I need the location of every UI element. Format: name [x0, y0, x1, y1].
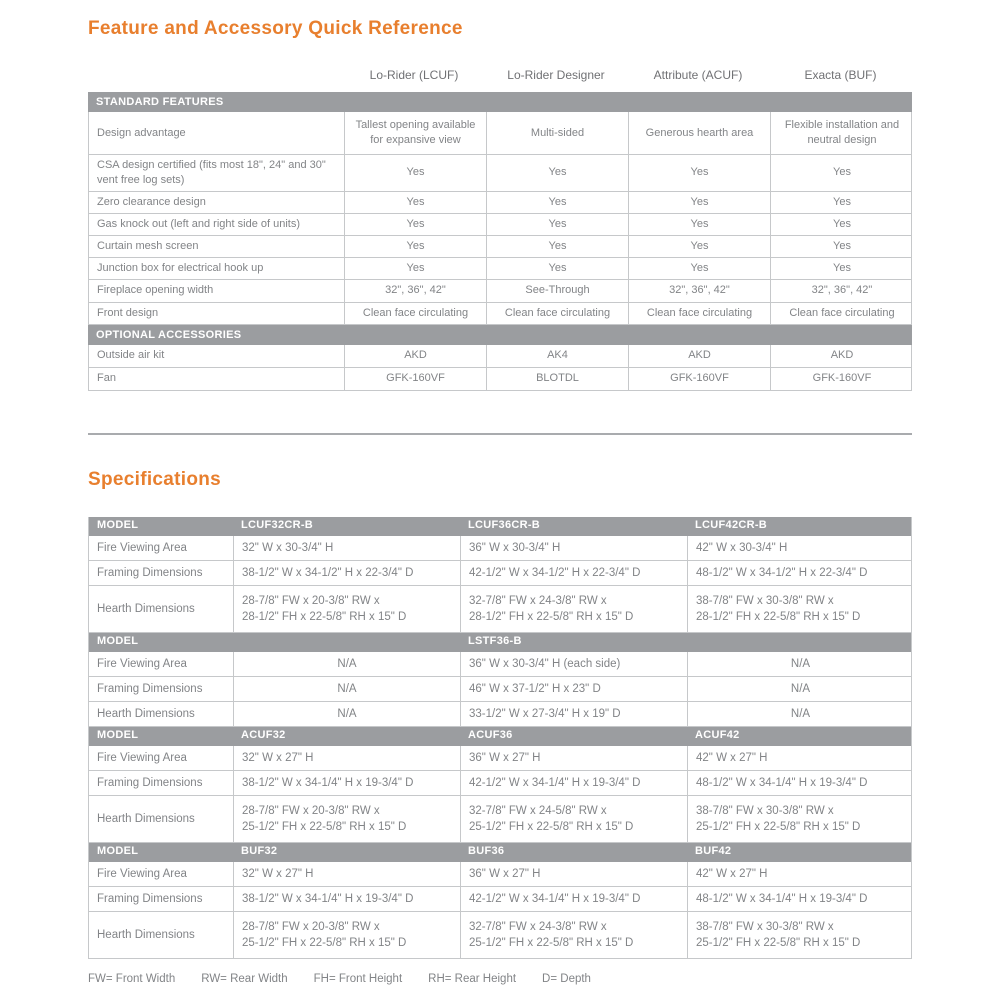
table-row — [89, 561, 911, 586]
spec-value-line: 32-7/8" FW x 24-5/8" RW x — [469, 804, 607, 817]
feature-value: Clean face circulating — [344, 303, 486, 324]
feature-value: 32", 36", 42" — [344, 280, 486, 302]
table-row — [89, 677, 911, 702]
spec-row-label: Hearth Dimensions — [97, 928, 195, 941]
column-header-lo-rider: Lo-Rider (LCUF) — [369, 68, 459, 82]
feature-value: Clean face circulating — [770, 303, 913, 324]
spec-row-label: Hearth Dimensions — [97, 707, 195, 720]
table-row — [89, 796, 911, 843]
model-label: MODEL — [97, 635, 139, 648]
table-row — [89, 912, 911, 959]
table-row — [89, 303, 911, 325]
table-row — [89, 652, 911, 677]
legend-item-front-width: FW= Front Width — [88, 972, 176, 985]
table-row — [89, 280, 911, 303]
feature-value: AKD — [344, 345, 486, 367]
feature-value: GFK-160VF — [770, 368, 913, 390]
feature-value: Yes — [628, 155, 770, 191]
feature-value: Clean face circulating — [628, 303, 770, 324]
spec-value: 46" W x 37-1/2" H x 23" D — [460, 677, 687, 701]
spec-value: N/A — [687, 702, 913, 726]
table-row — [89, 536, 911, 561]
model-label: MODEL — [97, 519, 139, 532]
spec-value: 38-1/2" W x 34-1/4" H x 19-3/4" D — [233, 771, 460, 795]
spec-value-line: 38-7/8" FW x 30-3/8" RW x — [696, 920, 834, 933]
spec-value-line: 32-7/8" FW x 24-3/8" RW x — [469, 594, 607, 607]
spec-value: N/A — [233, 702, 460, 726]
feature-label: Fireplace opening width — [97, 284, 214, 297]
optional-accessories-band: OPTIONAL ACCESSORIES — [88, 325, 912, 345]
spec-row-label: Fire Viewing Area — [97, 657, 187, 670]
spec-value — [460, 586, 687, 632]
feature-value: Yes — [628, 258, 770, 279]
quick-reference-title: Feature and Accessory Quick Reference — [88, 18, 463, 39]
spec-value — [460, 796, 687, 842]
legend-item-rear-width: RW= Rear Width — [201, 972, 288, 985]
spec-value — [687, 586, 913, 632]
feature-value: Yes — [486, 236, 628, 257]
spec-row-label: Fire Viewing Area — [97, 541, 187, 554]
feature-label: Junction box for electrical hook up — [97, 261, 264, 274]
feature-value: Tallest opening available for expansive view — [344, 112, 486, 154]
spec-value-line: 28-7/8" FW x 20-3/8" RW x — [242, 804, 380, 817]
spec-row-label: Fire Viewing Area — [97, 751, 187, 764]
spec-row-label: Hearth Dimensions — [97, 812, 195, 825]
model-band — [89, 843, 911, 862]
feature-label: Design advantage — [97, 126, 186, 139]
table-row — [89, 155, 911, 192]
column-header-spacer — [88, 64, 343, 88]
spec-value-line: 38-7/8" FW x 30-3/8" RW x — [696, 804, 834, 817]
feature-value: Yes — [628, 214, 770, 235]
spec-row-label: Hearth Dimensions — [97, 602, 195, 615]
dimension-legend — [88, 973, 912, 985]
spec-value: 48-1/2" W x 34-1/2" H x 22-3/4" D — [687, 561, 913, 585]
feature-value: Yes — [770, 214, 913, 235]
spec-row-label: Fire Viewing Area — [97, 867, 187, 880]
model-name: ACUF36 — [468, 729, 513, 742]
feature-value: Generous hearth area — [628, 112, 770, 154]
table-row — [89, 258, 911, 280]
spec-value-line: 25-1/2" FH x 22-5/8" RH x 15" D — [696, 936, 861, 949]
spec-value: 48-1/2" W x 34-1/4" H x 19-3/4" D — [687, 771, 913, 795]
specifications-table — [88, 517, 912, 959]
legend-item-rear-height: RH= Rear Height — [428, 972, 517, 985]
spec-value: N/A — [687, 677, 913, 701]
feature-value: See-Through — [486, 280, 628, 302]
model-name: ACUF42 — [695, 729, 740, 742]
model-label: MODEL — [97, 729, 139, 742]
column-header-attribute: Attribute (ACUF) — [653, 68, 743, 82]
quick-reference-column-headers — [88, 64, 912, 88]
feature-value: AKD — [770, 345, 913, 367]
table-row — [89, 236, 911, 258]
spec-value: N/A — [233, 677, 460, 701]
feature-value: Yes — [628, 192, 770, 213]
specifications-title: Specifications — [88, 468, 222, 490]
feature-label: Gas knock out (left and right side of units) — [97, 217, 300, 230]
model-name: BUF32 — [241, 845, 278, 858]
spec-value — [233, 912, 460, 958]
feature-value: Yes — [628, 236, 770, 257]
spec-value-line: 28-7/8" FW x 20-3/8" RW x — [242, 920, 380, 933]
model-label: MODEL — [97, 845, 139, 858]
table-row — [89, 771, 911, 796]
spec-value: 42" W x 30-3/4" H — [687, 536, 913, 560]
feature-value: GFK-160VF — [628, 368, 770, 390]
spec-value: 36" W x 30-3/4" H (each side) — [460, 652, 687, 676]
quick-reference-table — [88, 64, 912, 391]
feature-value: Yes — [770, 236, 913, 257]
feature-value: Yes — [344, 236, 486, 257]
table-row — [89, 746, 911, 771]
feature-label: Fan — [97, 372, 116, 385]
feature-value: Multi-sided — [486, 112, 628, 154]
spec-row-label: Framing Dimensions — [97, 892, 203, 905]
table-row — [89, 586, 911, 633]
spec-value-line: 25-1/2" FH x 22-5/8" RH x 15" D — [696, 820, 861, 833]
feature-value: BLOTDL — [486, 368, 628, 390]
spec-value: 32" W x 27" H — [233, 862, 460, 886]
model-band — [89, 517, 911, 536]
spec-value: 36" W x 27" H — [460, 862, 687, 886]
feature-label: Outside air kit — [97, 349, 165, 362]
feature-value: Yes — [344, 192, 486, 213]
model-name: BUF36 — [468, 845, 505, 858]
feature-value: Yes — [770, 258, 913, 279]
spec-value — [460, 912, 687, 958]
table-row — [89, 702, 911, 727]
spec-value: N/A — [233, 652, 460, 676]
spec-value: 42-1/2" W x 34-1/4" H x 19-3/4" D — [460, 771, 687, 795]
feature-value: 32", 36", 42" — [770, 280, 913, 302]
table-row — [89, 192, 911, 214]
table-row — [89, 112, 911, 155]
legend-item-front-height: FH= Front Height — [313, 972, 403, 985]
model-name: LSTF36-B — [468, 635, 522, 648]
spec-value — [233, 796, 460, 842]
feature-value: Flexible installation and neutral design — [770, 112, 913, 154]
spec-value-line: 38-7/8" FW x 30-3/8" RW x — [696, 594, 834, 607]
feature-label: Front design — [97, 306, 159, 319]
model-name: ACUF32 — [241, 729, 286, 742]
standard-features-band: STANDARD FEATURES — [88, 92, 912, 112]
feature-value: Yes — [486, 155, 628, 191]
spec-value: 36" W x 30-3/4" H — [460, 536, 687, 560]
table-row — [89, 862, 911, 887]
spec-value: 33-1/2" W x 27-3/4" H x 19" D — [460, 702, 687, 726]
spec-value-line: 28-1/2" FH x 22-5/8" RH x 15" D — [469, 610, 634, 623]
spec-value-line: 25-1/2" FH x 22-5/8" RH x 15" D — [469, 820, 634, 833]
spec-value: 42-1/2" W x 34-1/2" H x 22-3/4" D — [460, 561, 687, 585]
spec-value: 42-1/2" W x 34-1/4" H x 19-3/4" D — [460, 887, 687, 911]
spec-value: 38-1/2" W x 34-1/2" H x 22-3/4" D — [233, 561, 460, 585]
feature-value: Yes — [486, 258, 628, 279]
spec-value-line: 28-1/2" FH x 22-5/8" RH x 15" D — [242, 610, 407, 623]
table-row — [89, 368, 911, 391]
spec-value — [687, 912, 913, 958]
spec-value-line: 25-1/2" FH x 22-5/8" RH x 15" D — [242, 820, 407, 833]
model-band — [89, 727, 911, 746]
spec-value: 38-1/2" W x 34-1/4" H x 19-3/4" D — [233, 887, 460, 911]
spec-value-line: 28-1/2" FH x 22-5/8" RH x 15" D — [696, 610, 861, 623]
spec-value: 32" W x 30-3/4" H — [233, 536, 460, 560]
feature-value: Yes — [344, 155, 486, 191]
table-row — [89, 887, 911, 912]
feature-label: CSA design certified (fits most 18", 24" and 30" vent free log sets) — [97, 159, 326, 186]
spec-value: N/A — [687, 652, 913, 676]
feature-value: Yes — [344, 258, 486, 279]
section-divider — [88, 433, 912, 435]
model-name: LCUF36CR-B — [468, 519, 541, 532]
feature-value: 32", 36", 42" — [628, 280, 770, 302]
spec-value-line: 28-7/8" FW x 20-3/8" RW x — [242, 594, 380, 607]
legend-item-depth: D= Depth — [542, 972, 591, 985]
spec-row-label: Framing Dimensions — [97, 776, 203, 789]
model-name: LCUF32CR-B — [241, 519, 314, 532]
spec-value: 48-1/2" W x 34-1/4" H x 19-3/4" D — [687, 887, 913, 911]
model-name: BUF42 — [695, 845, 732, 858]
feature-label: Curtain mesh screen — [97, 239, 199, 252]
model-name: LCUF42CR-B — [695, 519, 768, 532]
feature-value: GFK-160VF — [344, 368, 486, 390]
feature-value: Yes — [486, 192, 628, 213]
model-band — [89, 633, 911, 652]
optional-accessories-rows — [88, 345, 912, 391]
spec-row-label: Framing Dimensions — [97, 566, 203, 579]
feature-value: Yes — [486, 214, 628, 235]
feature-value: Yes — [344, 214, 486, 235]
feature-label: Zero clearance design — [97, 195, 206, 208]
model-name — [233, 633, 460, 652]
spec-value: 32" W x 27" H — [233, 746, 460, 770]
spec-value: 42" W x 27" H — [687, 746, 913, 770]
spec-row-label: Framing Dimensions — [97, 682, 203, 695]
spec-value-line: 25-1/2" FH x 22-5/8" RH x 15" D — [242, 936, 407, 949]
spec-value: 42" W x 27" H — [687, 862, 913, 886]
spec-value: 36" W x 27" H — [460, 746, 687, 770]
spec-value-line: 25-1/2" FH x 22-5/8" RH x 15" D — [469, 936, 634, 949]
model-name — [687, 633, 913, 652]
feature-value: Clean face circulating — [486, 303, 628, 324]
spec-value — [687, 796, 913, 842]
spec-value — [233, 586, 460, 632]
table-row — [89, 214, 911, 236]
feature-value: AKD — [628, 345, 770, 367]
table-row — [89, 345, 911, 368]
column-header-lo-rider-designer: Lo-Rider Designer — [507, 68, 605, 82]
spec-value-line: 32-7/8" FW x 24-3/8" RW x — [469, 920, 607, 933]
column-header-exacta: Exacta (BUF) — [804, 68, 877, 82]
standard-features-rows — [88, 112, 912, 325]
feature-value: Yes — [770, 192, 913, 213]
feature-value: AK4 — [486, 345, 628, 367]
feature-value: Yes — [770, 155, 913, 191]
